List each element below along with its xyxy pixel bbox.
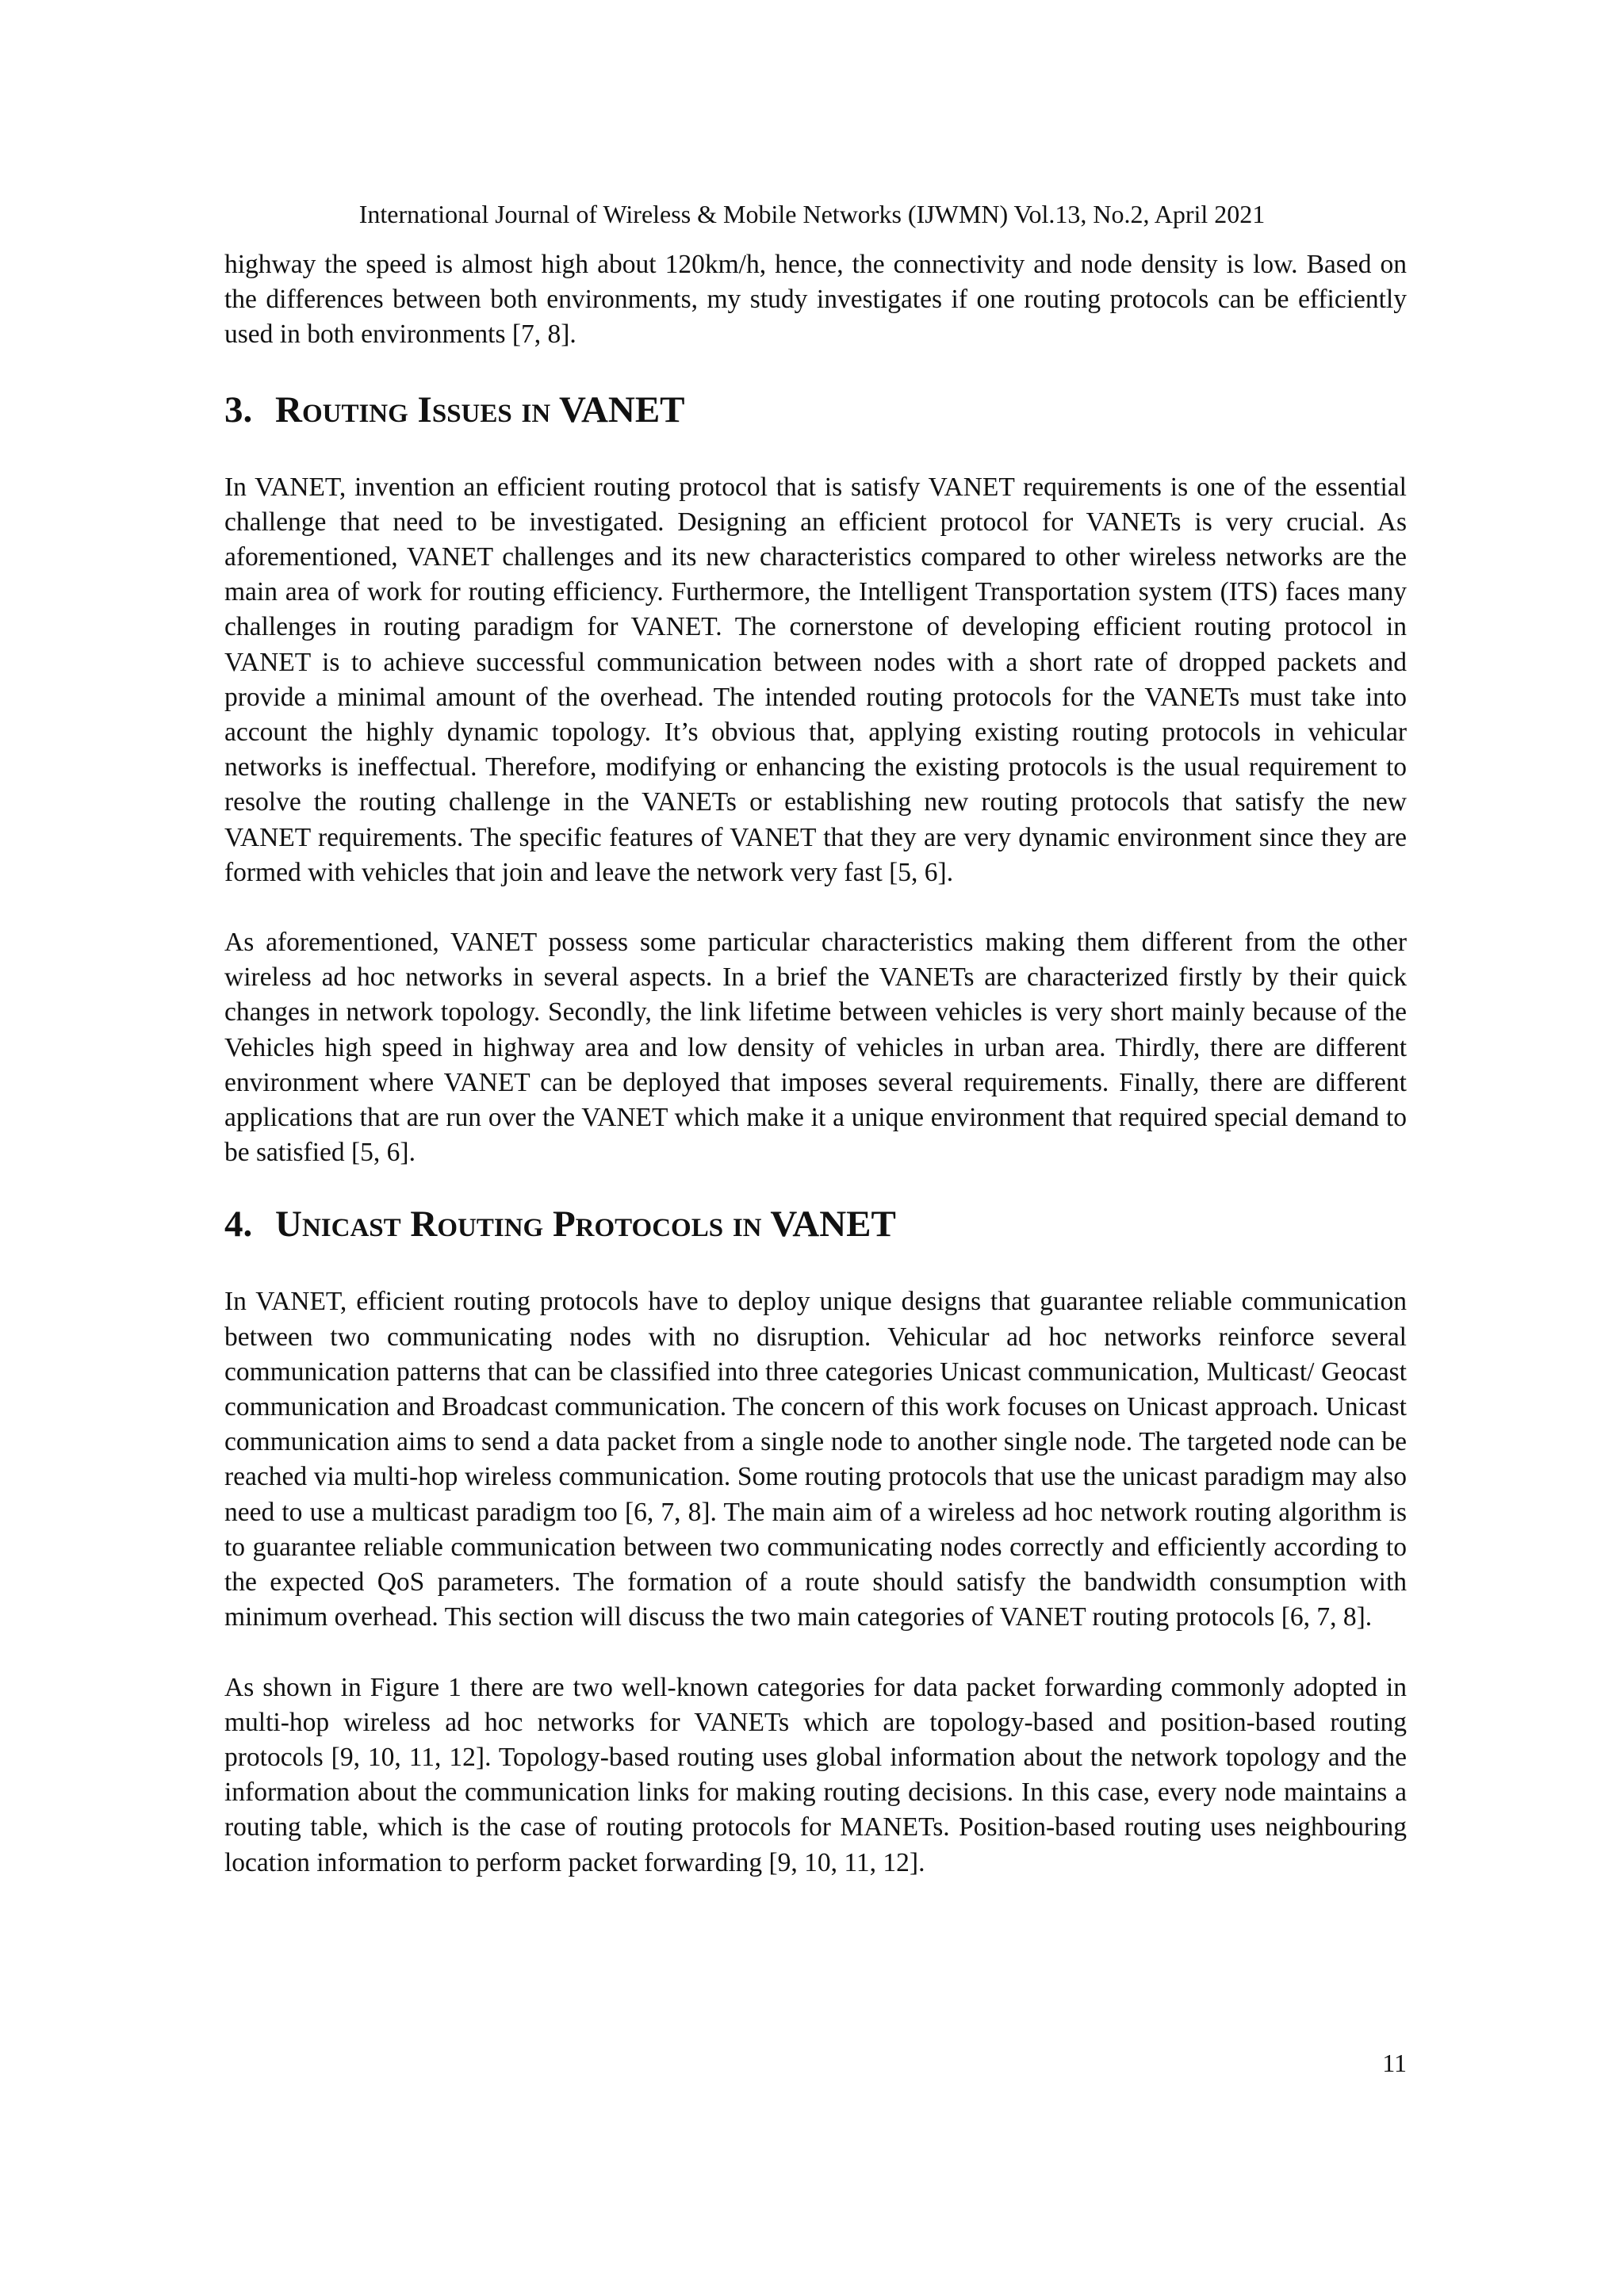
section-3-heading [224,388,1407,432]
section-4-paragraph-2: As shown in Figure 1 there are two well-known categories for data packet forwarding commonly adopted in multi-hop wireless ad hoc networks for VANETs which are topology-based and position-based routing protocols [9, 10, 11, 12]. Topology-based routing uses global information about the network topology and the information about the communication links for making routing decisions. In this case, every node maintains a routing table, which is the case of routing protocols for MANETs. Position-based routing uses neighbouring location information to perform packet forwarding [9, 10, 11, 12]. [224,1672,1407,1877]
section-4-heading [224,1202,1407,1246]
section-3-paragraph-1: In VANET, invention an efficient routing protocol that is satisfy VANET requirements is one of the essential challenge that need to be investigated. Designing an efficient protocol for VANETs is very crucial. As aforementioned, VANET challenges and its new characteristics compared to other wireless networks are the main area of work for routing efficiency. Furthermore, the Intelligent Transportation system (ITS) faces many challenges in routing paradigm for VANET. The cornerstone of developing efficient routing protocol in VANET is to achieve successful communication between nodes with a short rate of dropped packets and provide a minimal amount of the overhead. The intended routing protocols for the VANETs must take into account the highly dynamic topology. It’s obvious that, applying existing routing protocols in vehicular networks is ineffectual. Therefore, modifying or enhancing the existing protocols is the usual requirement to resolve the routing challenge in the VANETs or establishing new routing protocols that satisfy the new VANET requirements. The specific features of VANET that they are very dynamic environment since they are formed with vehicles that join and leave the network very fast [5, 6]. [224,472,1407,887]
journal-running-header: International Journal of Wireless & Mobile Networks (IJWMN) Vol.13, No.2, April 2021 [358,200,1266,228]
page-number: 11 [1382,2049,1407,2077]
section-4-title: Unicast Routing Protocols in VANET [275,1203,896,1246]
section-4-number: 4. [224,1203,253,1246]
section-3-number: 3. [224,388,253,430]
page-content [224,247,1407,1881]
intro-paragraph: highway the speed is almost high about 120km/h, hence, the connectivity and node density is low. Based on the differences between both environments, my study investigates if one routing protocols can be efficiently used in both environments [7, 8]. [224,250,1407,350]
section-3-title: Routing Issues in VANET [275,388,685,430]
section-4-paragraph-1: In VANET, efficient routing protocols have to deploy unique designs that guarantee reliable communication between two communicating nodes with no disruption. Vehicular ad hoc networks reinforce several communication patterns that can be classified into three categories Unicast communication, Multicast/ Geocast communication and Broadcast communication. The concern of this work focuses on Unicast approach. Unicast communication aims to send a data packet from a single node to another single node. The targeted node can be reached via multi-hop wireless communication. Some routing protocols that use the unicast paradigm may also need to use a multicast paradigm too [6, 7, 8]. The main aim of a wireless ad hoc network routing algorithm is to guarantee reliable communication between two communicating nodes correctly and efficiently according to the expected QoS parameters. The formation of a route should satisfy the bandwidth consumption with minimum overhead. This section will discuss the two main categories of VANET routing protocols [6, 7, 8]. [224,1287,1407,1632]
section-3-paragraph-2: As aforementioned, VANET possess some particular characteristics making them different from the other wireless ad hoc networks in several aspects. In a brief the VANETs are characterized firstly by their quick changes in network topology. Secondly, the link lifetime between vehicles is very short mainly because of the Vehicles high speed in highway area and low density of vehicles in urban area. Thirdly, there are different environment where VANET can be deployed that imposes several requirements. Finally, there are different applications that are run over the VANET which make it a unique environment that required special demand to be satisfied [5, 6]. [224,928,1407,1168]
